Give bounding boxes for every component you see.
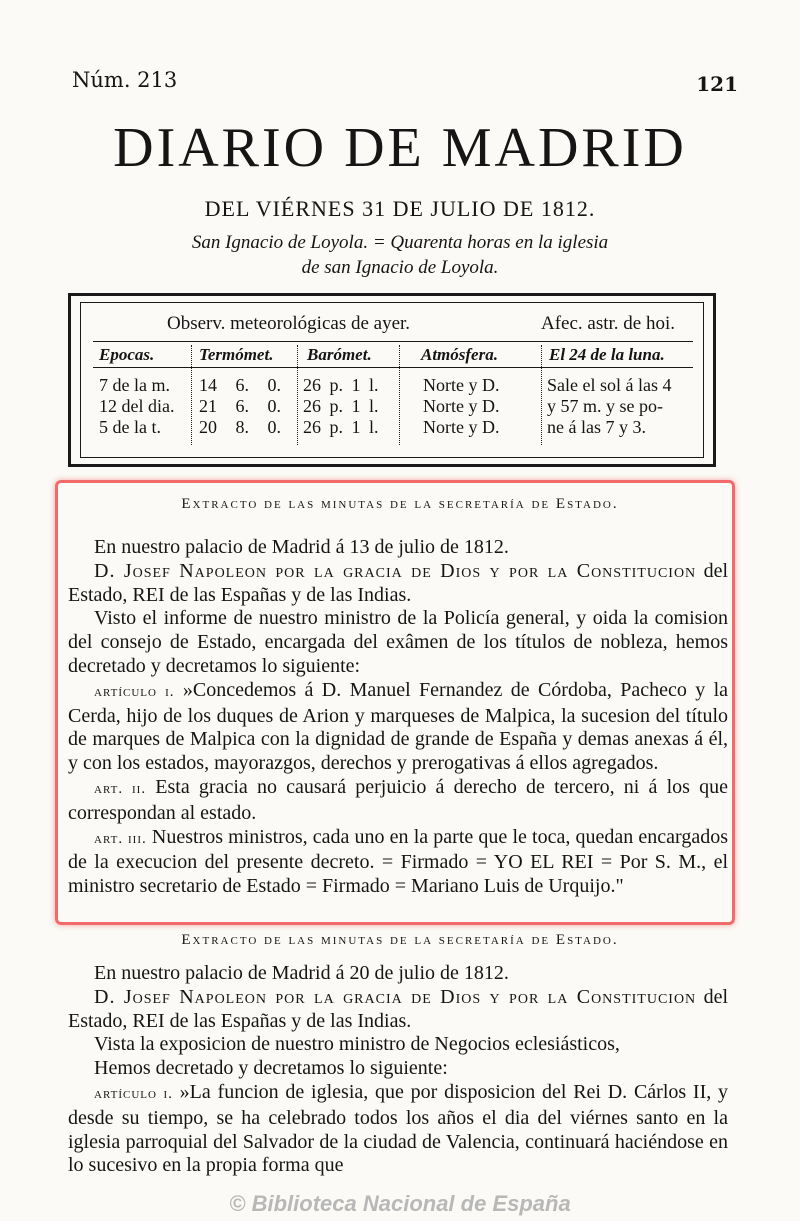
epoca-cell: 12 del dia.: [99, 396, 175, 416]
astro-cell: ne á las 7 y 3.: [547, 417, 646, 437]
baro-cell: 26 p. 1 l.: [303, 417, 379, 437]
masthead-title: DIARIO DE MADRID: [113, 117, 687, 179]
col-termometro: Termómet.: [199, 345, 274, 364]
col-barometro: Barómet.: [307, 345, 372, 364]
decree-article-1: artículo i. »Concedemos á D. Manuel Fernandez de Córdoba, Pacheco y la Cerda, hijo de los duques de Arion y marqueses de Malpica, la sucesion del título de marques de Malpica con la dignidad de grande de España y demas anexas á él, y con los estados, mayorazgos, derechos y prerogativas á ellos agregados.: [68, 678, 729, 775]
saint-of-day: [90, 230, 710, 280]
atmos-cell: Norte y D.: [423, 417, 500, 437]
decree-king: D. Josef Napoleon por la gracia de Dios y por la Constitucion del Estado, REI de las Españas y de las Indias.: [68, 985, 728, 1032]
decree-dateline: En nuestro palacio de Madrid á 13 de julio de 1812.: [94, 536, 509, 558]
section-title: Extracto de las minutas de la secretaría de Estado.: [181, 932, 619, 948]
decree-preamble-2: Hemos decretado y decretamos lo siguiente:: [94, 1057, 448, 1080]
termo-cell: 21 6. 0.: [199, 396, 281, 416]
copyright-watermark: © Biblioteca Nacional de España: [229, 1191, 571, 1216]
decree-dateline: En nuestro palacio de Madrid á 20 de julio de 1812.: [94, 962, 509, 984]
saint-line-1: San Ignacio de Loyola. = Quarenta horas en la iglesia: [191, 232, 609, 253]
col-divider: [191, 345, 192, 445]
col-astro: El 24 de la luna.: [549, 345, 665, 364]
page-number: 121: [696, 72, 738, 96]
col-divider: [541, 345, 542, 445]
weather-row: [199, 375, 281, 438]
astro-cell: Sale el sol á las 4: [547, 375, 672, 395]
termo-cell: 20 8. 0.: [199, 417, 281, 437]
divider: [93, 367, 693, 368]
col-epocas: Epocas.: [99, 345, 155, 364]
baro-cell: 26 p. 1 l.: [303, 396, 379, 416]
weather-row: [547, 375, 671, 438]
decree-king: D. Josef Napoleon por la gracia de Dios y por la Constitucion del Estado, REI de las Españas y de las Indias.: [68, 559, 728, 606]
decree-preamble: Visto el informe de nuestro ministro de la Policía general, y oida la comision del consejo de Estado, encargada del exâmen de los títulos de nobleza, hemos decretado y decretamos lo siguiente:: [68, 607, 728, 677]
decree-article-2: art. ii. Esta gracia no causará perjuicio á derecho de tercero, ni á los que correspondan al estado.: [68, 775, 728, 824]
weather-row: [423, 375, 499, 438]
decree-1: [68, 536, 728, 899]
decree-preamble: Vista la exposicion de nuestro ministro de Negocios eclesiásticos,: [94, 1033, 620, 1056]
baro-cell: 26 p. 1 l.: [303, 375, 379, 395]
weather-table: [80, 302, 704, 458]
weather-title: Observ. meteorológicas de ayer.: [167, 313, 411, 334]
decree-article-1: artículo i. »La funcion de iglesia, que por disposicion del Rei D. Cárlos II, y desde su tiempo, se ha celebrado todos los años el dia del viérnes santo en la iglesia parroquial del Salvador de la ciudad de Valencia, continuará haciéndose en lo sucesivo en la propia forma que: [68, 1080, 729, 1177]
decree-article-3: art. iii. Nuestros ministros, cada uno en la parte que le toca, quedan encargados de la execucion del presente decreto. = Firmado = YO EL REI = Por S. M., el ministro secretario de Estado = Firmado = Mariano Luis de Urquijo.": [68, 825, 728, 898]
astro-title: Afec. astr. de hoi.: [541, 313, 676, 334]
atmos-cell: Norte y D.: [423, 396, 500, 416]
termo-cell: 14 6. 0.: [199, 375, 281, 395]
weather-row: [99, 375, 174, 438]
epoca-cell: 5 de la t.: [99, 417, 161, 437]
astro-cell: y 57 m. y se po-: [547, 396, 663, 416]
atmos-cell: Norte y D.: [423, 375, 500, 395]
saint-line-2: de san Ignacio de Loyola.: [301, 257, 499, 278]
col-atmosfera: Atmósfera.: [421, 345, 498, 364]
issue-number: Núm. 213: [72, 68, 178, 92]
col-divider: [399, 345, 400, 445]
weather-row: [303, 375, 379, 438]
decree-2: [68, 962, 728, 1178]
divider: [93, 341, 693, 342]
epoca-cell: 7 de la m.: [99, 375, 170, 395]
col-divider: [297, 345, 298, 445]
issue-date: DEL VIÉRNES 31 DE JULIO DE 1812.: [204, 196, 596, 221]
section-title: Extracto de las minutas de la secretaría de Estado.: [181, 496, 619, 512]
